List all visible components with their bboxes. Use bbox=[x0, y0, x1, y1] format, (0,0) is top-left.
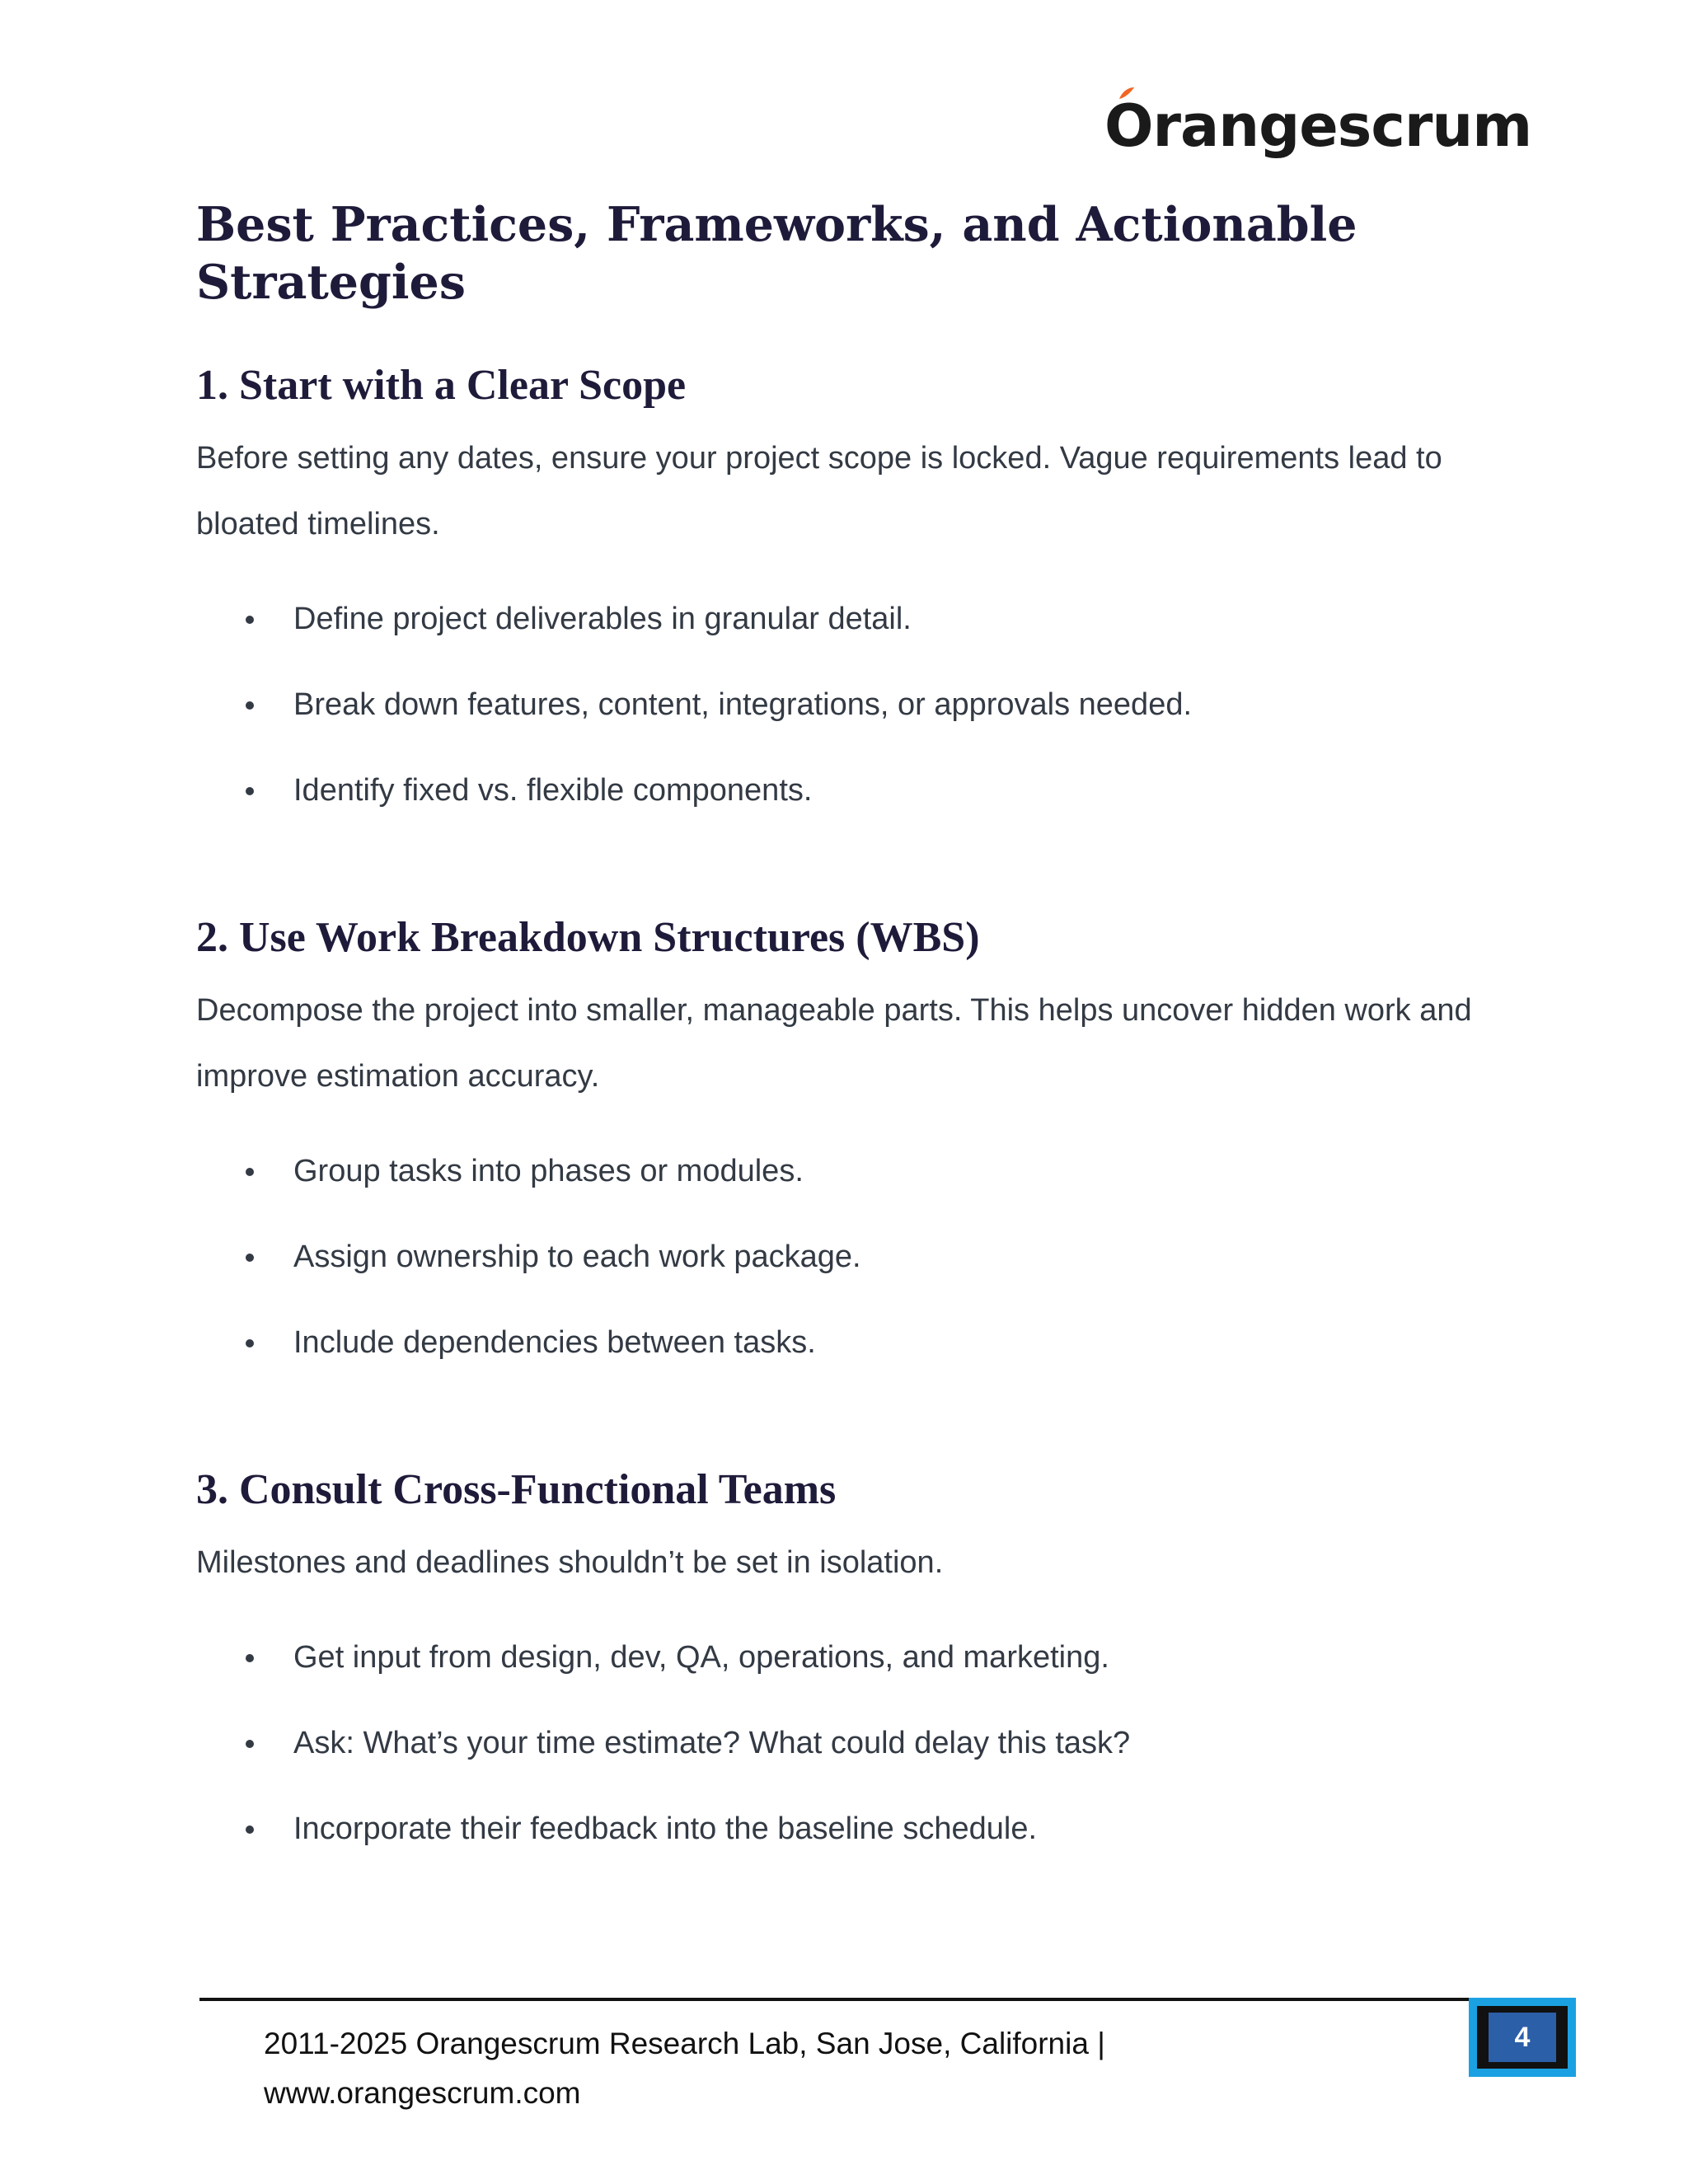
bullet-list bbox=[196, 1151, 1490, 1363]
logo-text: Orangescrum bbox=[1104, 97, 1531, 155]
footer-text: 2011-2025 Orangescrum Research Lab, San Jose, California | www.orangescrum.com bbox=[264, 2027, 1105, 2110]
section-wbs bbox=[196, 912, 1490, 1408]
section-clear-scope bbox=[196, 359, 1490, 855]
section-paragraph: Before setting any dates, ensure your project scope is locked. Vague requirements lead to bloated timelines. bbox=[196, 441, 1442, 541]
bullet-icon bbox=[246, 701, 254, 710]
bullet-icon bbox=[246, 787, 254, 795]
list-item: Ask: What’s your time estimate? What could delay this task? bbox=[196, 1722, 1490, 1764]
page-title: Best Practices, Frameworks, and Actionable Strategies bbox=[196, 197, 1357, 310]
logo-leaf-icon bbox=[1118, 86, 1136, 101]
bullet-list bbox=[196, 598, 1490, 811]
list-item: Include dependencies between tasks. bbox=[196, 1322, 1490, 1363]
bullet-icon bbox=[246, 616, 254, 624]
orangescrum-logo bbox=[1104, 73, 1532, 160]
page-number: 4 bbox=[1489, 2013, 1556, 2062]
list-item: Assign ownership to each work package. bbox=[196, 1236, 1490, 1277]
bullet-icon bbox=[246, 1168, 254, 1176]
list-item: Incorporate their feedback into the baseline schedule. bbox=[196, 1808, 1490, 1849]
section-paragraph: Decompose the project into smaller, manageable parts. This helps uncover hidden work and improve estimation accuracy. bbox=[196, 993, 1472, 1094]
footer-divider bbox=[199, 1998, 1469, 2001]
bullet-list bbox=[196, 1637, 1490, 1849]
section-heading: 2. Use Work Breakdown Structures (WBS) bbox=[196, 914, 980, 961]
list-item: Group tasks into phases or modules. bbox=[196, 1151, 1490, 1192]
bullet-icon bbox=[246, 1339, 254, 1347]
section-heading: 1. Start with a Clear Scope bbox=[196, 362, 687, 409]
bullet-icon bbox=[246, 1254, 254, 1262]
list-item: Define project deliverables in granular detail. bbox=[196, 598, 1490, 640]
page-number-badge bbox=[1469, 1998, 1576, 2077]
bullet-icon bbox=[246, 1654, 254, 1662]
main-content bbox=[196, 196, 1490, 312]
section-heading: 3. Consult Cross-Functional Teams bbox=[196, 1466, 837, 1513]
list-item: Get input from design, dev, QA, operations, and marketing. bbox=[196, 1637, 1490, 1678]
list-item: Break down features, content, integrations, or approvals needed. bbox=[196, 684, 1490, 725]
list-item: Identify fixed vs. flexible components. bbox=[196, 770, 1490, 811]
bullet-icon bbox=[246, 1740, 254, 1748]
section-cross-functional bbox=[196, 1464, 1490, 1894]
page-number-frame bbox=[1477, 2006, 1568, 2069]
section-paragraph: Milestones and deadlines shouldn’t be set in isolation. bbox=[196, 1545, 944, 1580]
bullet-icon bbox=[246, 1825, 254, 1834]
